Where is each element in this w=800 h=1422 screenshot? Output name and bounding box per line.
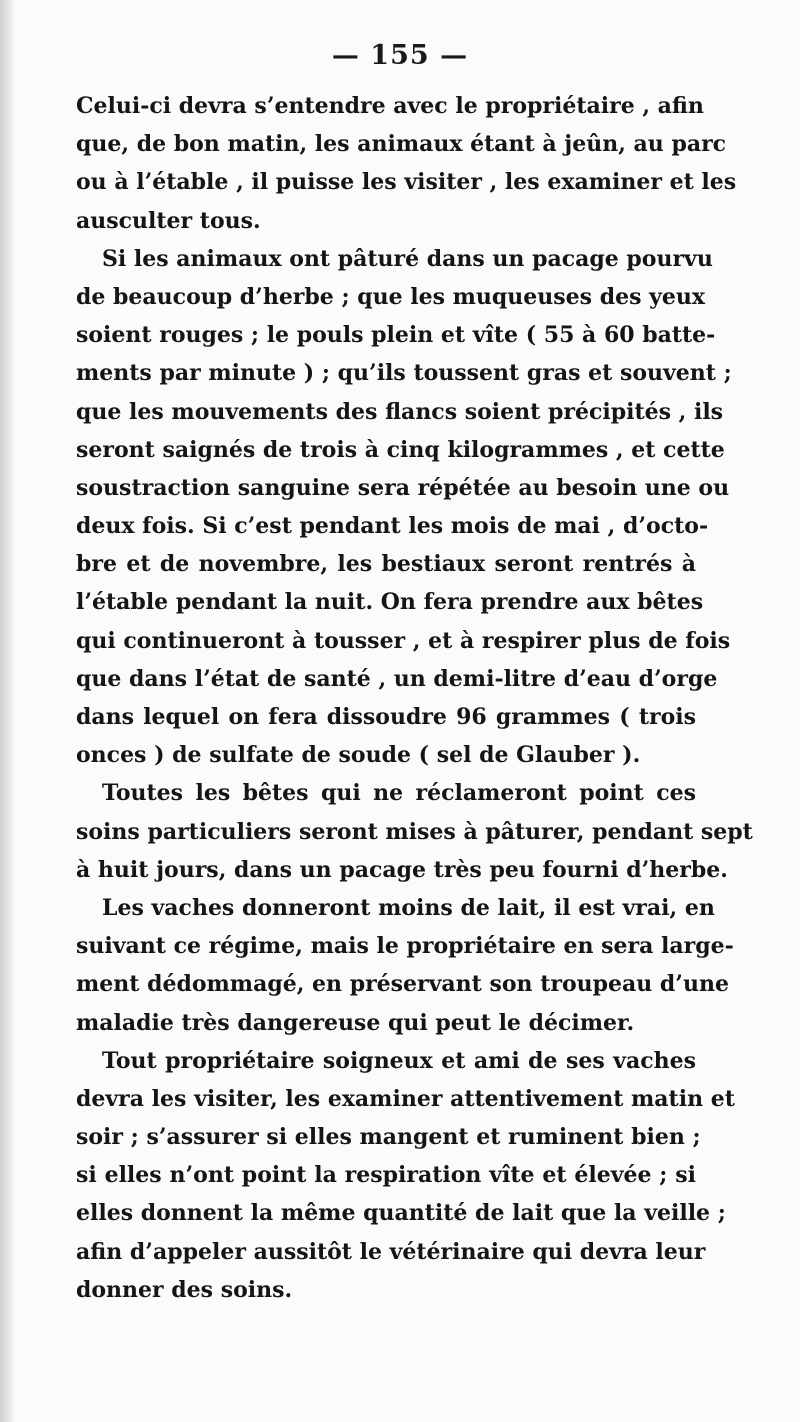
text-line: Toutes les bêtes qui ne réclameront point ces xyxy=(102,780,696,807)
text-line: l’étable pendant la nuit. On fera prendre aux bêtes xyxy=(76,589,704,616)
text-line: ment dédommagé, en préservant son troupeau d’une xyxy=(76,971,729,998)
text-line: devra les visiter, les examiner attentivement matin et xyxy=(76,1085,735,1112)
page-number: — 155 — xyxy=(331,40,469,71)
text-line: deux fois. Si c’est pendant les mois de mai , d’octo- xyxy=(76,513,709,540)
text-line: seront saignés de trois à cinq kilogrammes , et cette xyxy=(76,436,725,463)
text-line: soir ; s’assurer si elles mangent et ruminent bien ; xyxy=(76,1124,701,1151)
text-line: dans lequel on fera dissoudre 96 grammes ( trois xyxy=(76,704,696,730)
text-line: à huit jours, dans un pacage très peu fourni d’herbe. xyxy=(76,856,728,883)
text-line: Celui-ci devra s’entendre avec le propriétaire , afin xyxy=(76,93,704,119)
body-text xyxy=(76,87,753,1309)
text-line: onces ) de sulfate de soude ( sel de Glauber ). xyxy=(76,742,641,769)
text-line: afin d’appeler aussitôt le vétérinaire qui devra leur xyxy=(76,1238,706,1265)
text-line: soustraction sanguine sera répétée au besoin une ou xyxy=(76,474,730,501)
text-line: soient rouges ; le pouls plein et vîte ( 55 à 60 batte- xyxy=(76,322,716,349)
text-line: soins particuliers seront mises à pâturer, pendant sept xyxy=(76,818,753,845)
page-gutter-shadow xyxy=(0,0,14,1422)
text-line: que, de bon matin, les animaux étant à jeûn, au parc xyxy=(76,131,727,158)
text-line: maladie très dangereuse qui peut le décimer. xyxy=(76,1009,635,1036)
text-line: ou à l’étable , il puisse les visiter , les examiner et les xyxy=(76,169,737,196)
text-line: Si les animaux ont pâturé dans un pacage pourvu xyxy=(102,245,713,272)
text-line: bre et de novembre, les bestiaux seront rentrés à xyxy=(76,551,696,578)
text-line: Les vaches donneront moins de lait, il est vrai, en xyxy=(102,894,715,921)
text-line: qui continueront à tousser , et à respirer plus de fois xyxy=(76,627,731,654)
text-line: de beaucoup d’herbe ; que les muqueuses des yeux xyxy=(76,283,706,310)
text-line: ausculter tous. xyxy=(76,207,261,234)
text-line: que les mouvements des flancs soient précipités , ils xyxy=(76,398,724,425)
text-line: que dans l’état de santé , un demi-litre d’eau d’orge xyxy=(76,665,718,692)
text-line: ments par minute ) ; qu’ils toussent gras et souvent ; xyxy=(76,360,732,387)
text-line: suivant ce régime, mais le propriétaire en sera large- xyxy=(76,933,734,960)
text-line: elles donnent la même quantité de lait que la veille ; xyxy=(76,1200,726,1227)
text-line: donner des soins. xyxy=(76,1276,293,1303)
text-line: si elles n’ont point la respiration vîte et élevée ; si xyxy=(76,1162,696,1189)
text-line: Tout propriétaire soigneux et ami de ses vaches xyxy=(102,1047,696,1074)
